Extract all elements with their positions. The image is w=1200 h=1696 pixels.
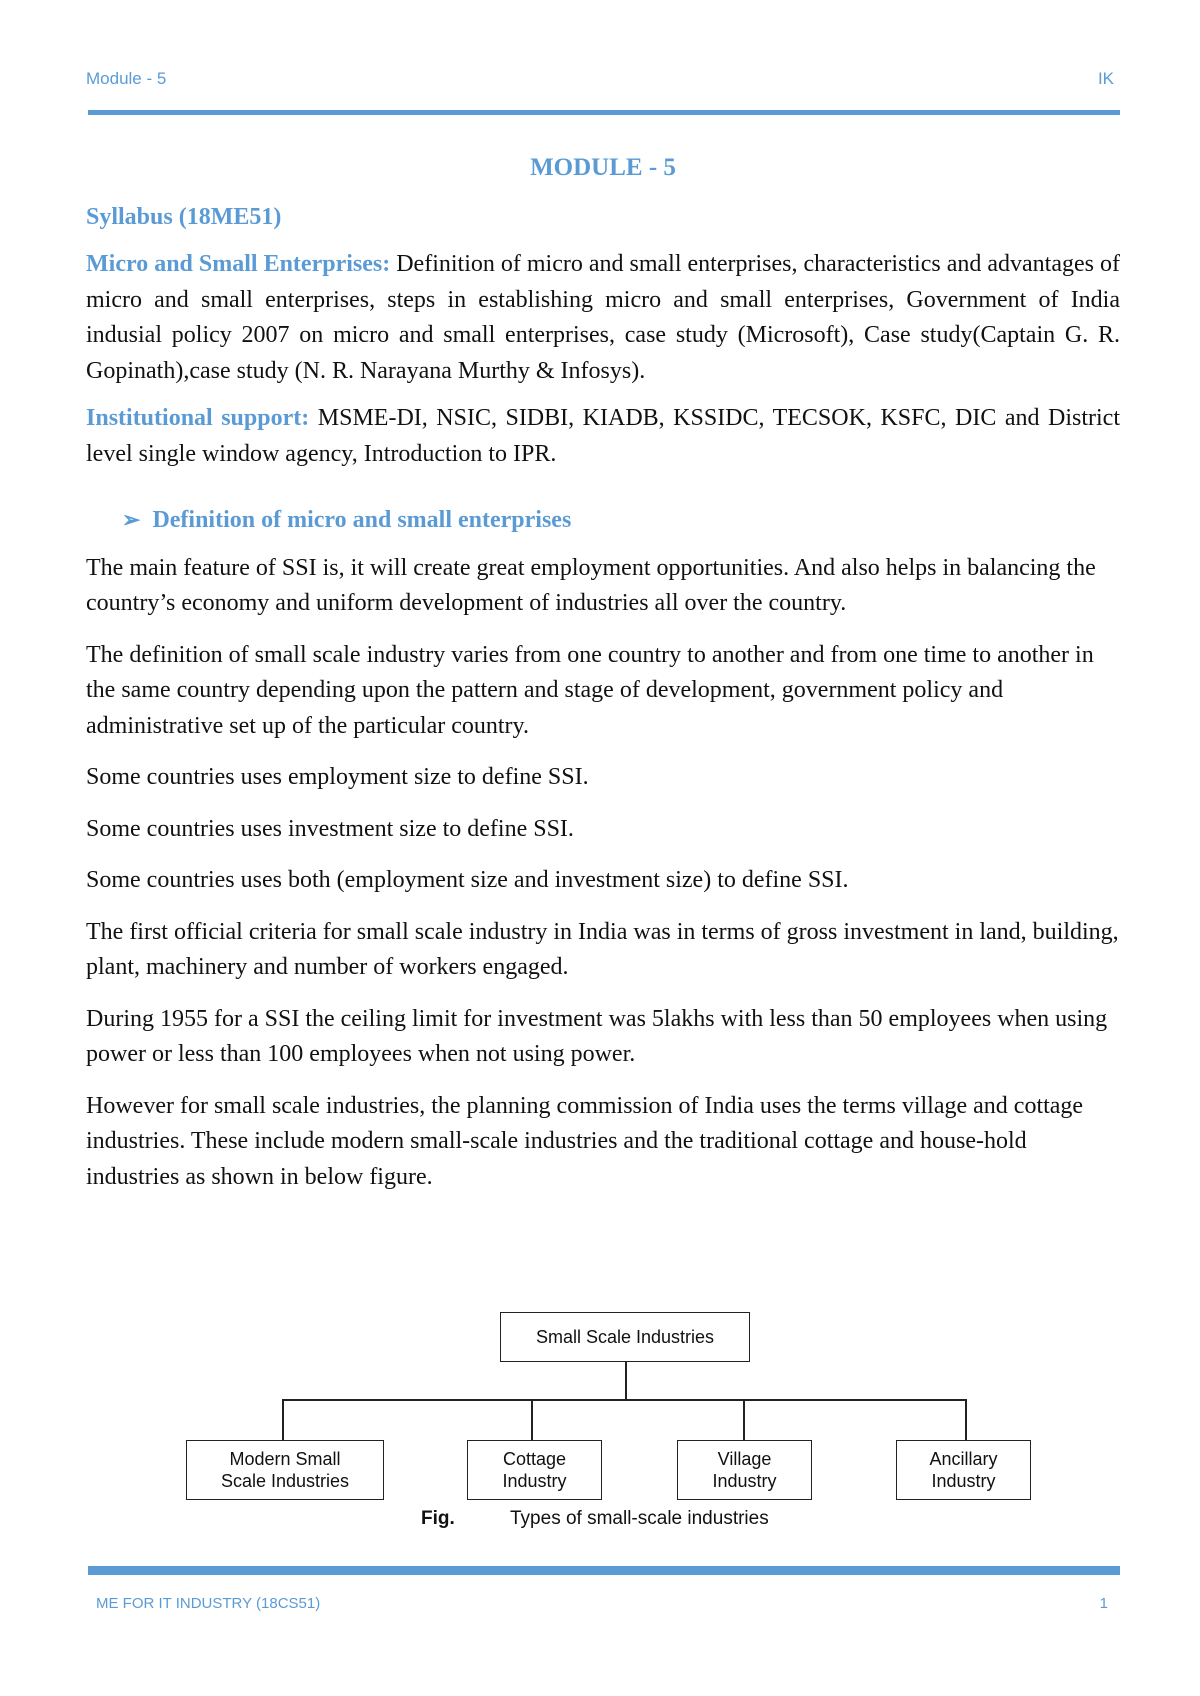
connector-line <box>531 1400 533 1440</box>
arrow-bullet-icon: ➢ <box>122 507 141 532</box>
header-right: IK <box>1097 69 1114 88</box>
connector-line <box>625 1362 627 1400</box>
figure-caption-text: Types of small-scale industries <box>510 1508 769 1529</box>
figure-child-box <box>186 1440 384 1500</box>
footer-left: ME FOR IT INDUSTRY (18CS51) <box>96 1595 321 1612</box>
page-number: 1 <box>1099 1595 1108 1612</box>
micro-label: Micro and Small Enterprises: <box>86 251 391 277</box>
paragraph: During 1955 for a SSI the ceiling limit for investment was 5lakhs with less than 50 employees when using power or less than 100 employees when not using power. <box>86 1005 1108 1067</box>
figure-child-line1: Village <box>717 1449 772 1469</box>
figure-child-line1: Ancillary <box>929 1449 998 1469</box>
paragraph: However for small scale industries, the planning commission of India uses the terms village and cottage industries. These include modern small-scale industries and the traditional cottage and house-hold industries as shown in below figure. <box>86 1092 1084 1190</box>
figure-child-line2: Industry <box>931 1471 996 1491</box>
syllabus-heading: Syllabus (18ME51) <box>86 203 282 230</box>
page-body <box>86 150 1120 1211</box>
connector-line <box>282 1399 967 1401</box>
syllabus-micro-paragraph <box>86 247 1120 389</box>
institutional-text: MSME-DI, NSIC, SIDBI, KIADB, KSSIDC, TECSOK, KSFC, DIC and District level single window agency, Introduction to IPR. <box>86 405 1121 467</box>
paragraph: Some countries uses both (employment size and investment size) to define SSI. <box>86 867 849 893</box>
figure-child-box <box>467 1440 602 1500</box>
figure-child-line1: Cottage <box>502 1449 567 1469</box>
section-heading-text: Definition of micro and small enterprises <box>152 507 572 533</box>
paragraph: The main feature of SSI is, it will create great employment opportunities. And also helps in balancing the country’s economy and uniform development of industries all over the country. <box>86 554 1096 616</box>
figure-child-box <box>677 1440 812 1500</box>
figure-child-box <box>896 1440 1031 1500</box>
section-heading <box>122 502 1120 539</box>
page-title: MODULE - 5 <box>530 154 676 181</box>
figure-root-box <box>500 1312 750 1362</box>
syllabus-institutional-paragraph <box>86 401 1120 472</box>
paragraph: Some countries uses employment size to define SSI. <box>86 764 589 790</box>
header-rule <box>88 110 1120 115</box>
paragraph: The definition of small scale industry varies from one country to another and from one time to another in the same country depending upon the pattern and stage of development, government policy and administrative set up of the particular country. <box>86 641 1094 739</box>
header-left: Module - 5 <box>86 69 167 88</box>
footer-rule <box>88 1566 1120 1575</box>
figure-child-line2: Industry <box>502 1471 567 1491</box>
paragraph: The first official criteria for small scale industry in India was in terms of gross investment in land, building, plant, machinery and number of workers engaged. <box>86 918 1119 980</box>
figure-child-line2: Scale Industries <box>220 1471 350 1491</box>
connector-line <box>965 1400 967 1440</box>
paragraph: Some countries uses investment size to define SSI. <box>86 815 574 842</box>
figure-root-label: Small Scale Industries <box>535 1327 715 1347</box>
connector-line <box>743 1400 745 1440</box>
connector-line <box>282 1400 284 1440</box>
institutional-label: Institutional support: <box>86 405 310 431</box>
figure-child-line2: Industry <box>712 1471 777 1491</box>
figure-child-line1: Modern Small <box>229 1449 341 1469</box>
figure-caption-label: Fig. <box>421 1508 455 1529</box>
micro-text: Definition of micro and small enterprises, characteristics and advantages of micro and small enterprises, steps in establishing micro and small enterprises, Government of India indusial policy 2007 on micro and small enterprises, case study (Microsoft), Case study(Captain G. R. Gopinath),case study (N. R. Narayana Murthy & Infosys). <box>86 251 1120 384</box>
